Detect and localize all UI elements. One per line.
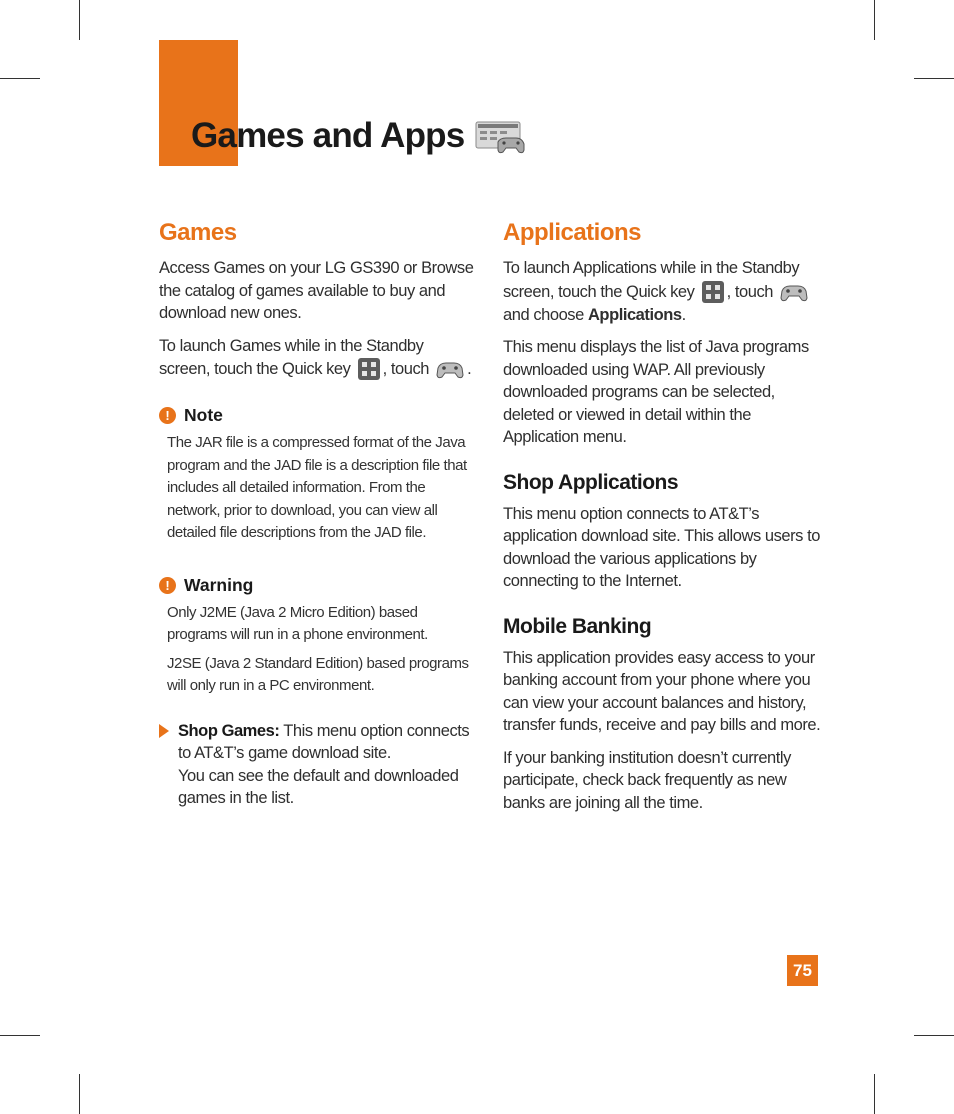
games-intro: Access Games on your LG GS390 or Browse the catalog of games available to buy and download new ones. bbox=[159, 259, 474, 322]
apps-launch-part4: . bbox=[681, 305, 686, 324]
crop-mark bbox=[874, 0, 875, 40]
games-apps-icon bbox=[474, 116, 526, 156]
crop-mark bbox=[0, 1035, 40, 1036]
shop-applications-text: This menu option connects to AT&T’s application download site. This allows users to download the various applications by connecting to the Internet. bbox=[503, 504, 820, 590]
exclamation-icon: ! bbox=[159, 577, 176, 594]
crop-mark bbox=[79, 1074, 80, 1114]
applications-description: This menu displays the list of Java programs downloaded using WAP. All previously downloaded programs can be selected, deleted or viewed in detail within the Application menu. bbox=[503, 338, 809, 446]
triangle-bullet-icon bbox=[159, 724, 169, 738]
quick-key-grid-icon bbox=[701, 280, 725, 304]
gamepad-icon bbox=[435, 357, 465, 381]
crop-mark bbox=[914, 78, 954, 79]
warning-title: Warning bbox=[184, 574, 254, 595]
games-launch-text bbox=[159, 335, 477, 382]
gamepad-icon bbox=[779, 280, 809, 304]
apps-launch-part2: , touch bbox=[726, 282, 773, 301]
games-column bbox=[159, 219, 477, 810]
shop-games-desc-2: You can see the default and downloaded games in the list. bbox=[178, 766, 459, 807]
games-launch-part3: . bbox=[467, 360, 472, 378]
mobile-banking-text-1: This application provides easy access to your banking account from your phone where you can view your account balances and history, transfer funds, receive and pay bills and more. bbox=[503, 648, 821, 734]
shop-games-text bbox=[178, 720, 477, 810]
mobile-banking-text-2: If your banking institution doesn’t currently participate, check back frequently as new banks are joining all the time. bbox=[503, 748, 791, 812]
games-launch-part1: To launch Games while in the Standby screen, touch the Quick key bbox=[159, 336, 424, 378]
crop-mark bbox=[874, 1074, 875, 1114]
applications-launch-text bbox=[503, 257, 823, 326]
games-launch-part2: , touch bbox=[382, 360, 429, 378]
apps-launch-part1: To launch Applications while in the Standby screen, touch the Quick key bbox=[503, 259, 800, 301]
applications-heading: Applications bbox=[503, 219, 642, 246]
page-number: 75 bbox=[787, 955, 818, 986]
page-title: Games and Apps bbox=[191, 116, 465, 155]
page-title-row bbox=[191, 116, 526, 156]
quick-key-grid-icon bbox=[357, 357, 381, 381]
shop-games-desc-1: This menu option connects to AT&T’s game download site. bbox=[178, 721, 470, 762]
warning-text-2: J2SE (Java 2 Standard Edition) based programs will only run in a PC environment. bbox=[167, 654, 469, 694]
crop-mark bbox=[79, 0, 80, 40]
warning-header bbox=[159, 575, 477, 596]
note-title: Note bbox=[184, 405, 223, 425]
note-text: The JAR file is a compressed format of the Java program and the JAD file is a description file that includes all detailed information. From the network, prior to download, you can view all detailed file descriptions from the JAD file. bbox=[167, 434, 467, 541]
shop-games-label: Shop Games: bbox=[178, 721, 280, 740]
warning-text-1: Only J2ME (Java 2 Micro Edition) based programs will run in a phone environment. bbox=[167, 603, 428, 643]
apps-launch-bold: Applications bbox=[587, 305, 682, 324]
crop-mark bbox=[0, 78, 40, 79]
applications-column bbox=[503, 219, 823, 824]
shop-applications-heading: Shop Applications bbox=[503, 470, 679, 494]
games-heading: Games bbox=[159, 219, 237, 246]
apps-launch-part3: and choose bbox=[503, 305, 584, 324]
shop-games-bullet bbox=[159, 720, 477, 810]
exclamation-icon: ! bbox=[159, 407, 176, 424]
mobile-banking-heading: Mobile Banking bbox=[503, 614, 652, 638]
note-header bbox=[159, 405, 477, 426]
crop-mark bbox=[914, 1035, 954, 1036]
